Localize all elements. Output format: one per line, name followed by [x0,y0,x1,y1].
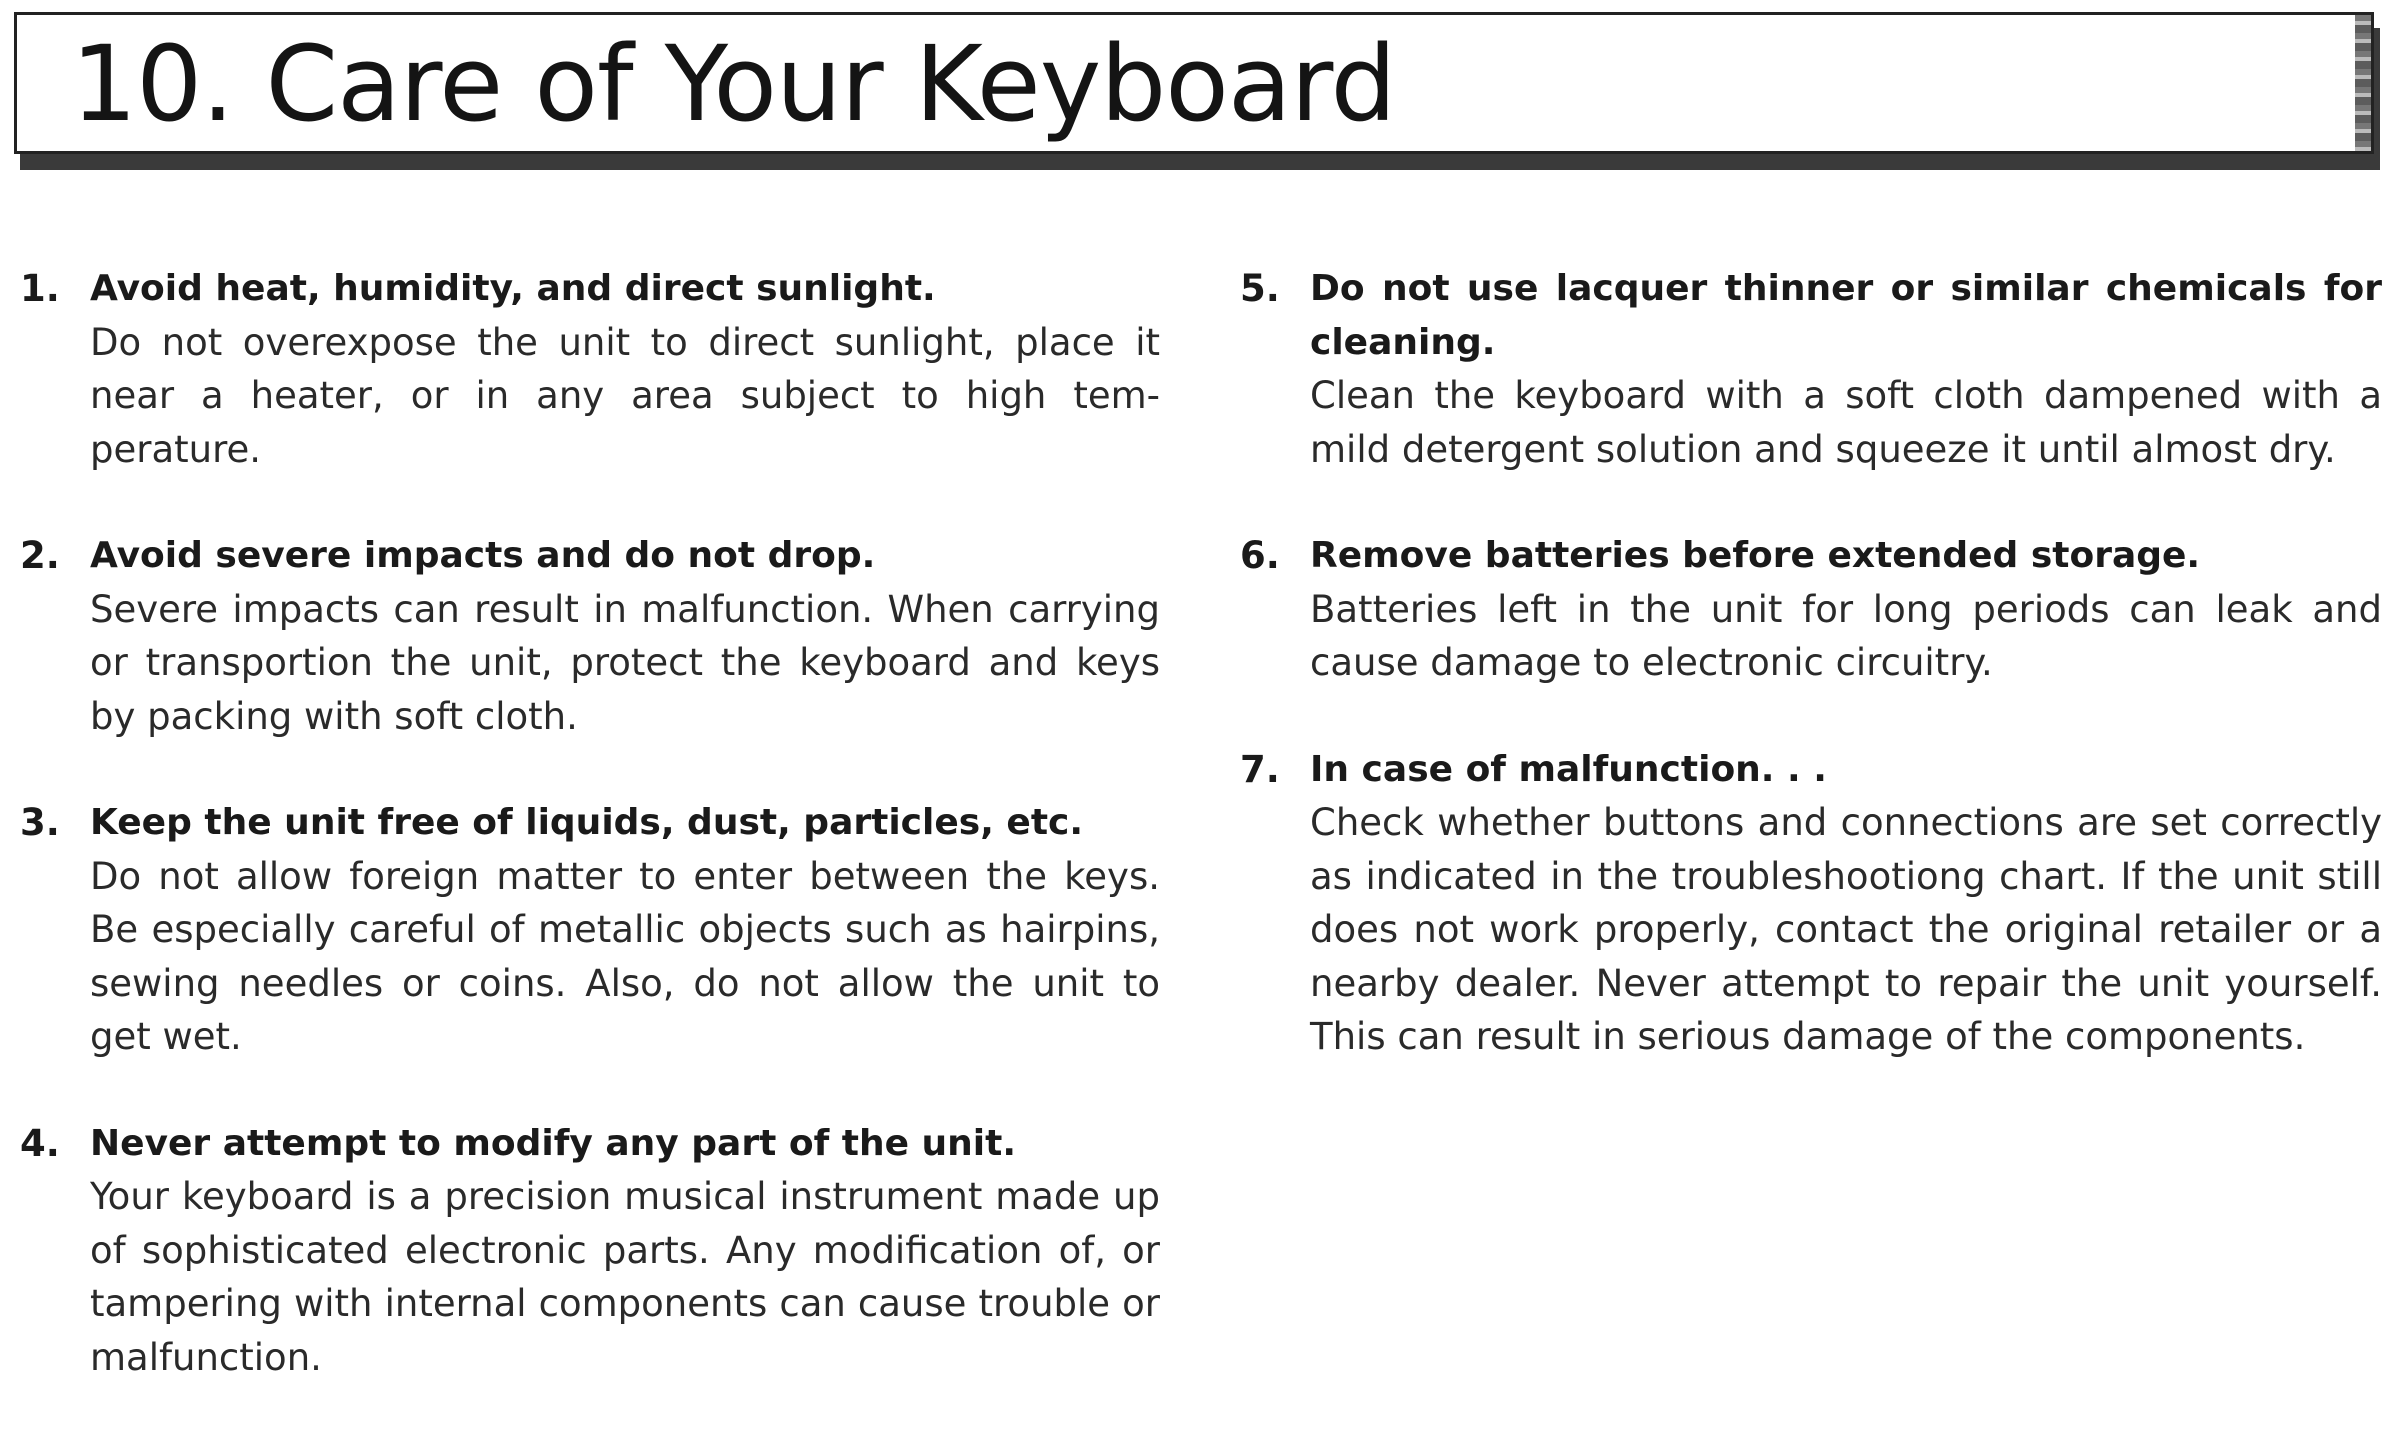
title-box-edge [2355,15,2371,151]
care-item-2 [20,529,1160,743]
item-body: Do not allow foreign matter to enter between the keys. Be especially careful of metallic objects such as hairpins, sewing needles or coins. Also, do not allow the unit to get wet. [90,854,1160,1058]
care-item-6 [1240,529,2382,690]
item-number: 2. [20,534,60,577]
care-item-4 [20,1117,1160,1385]
right-column [1240,262,2382,1117]
item-body: Your keyboard is a precision musical instrument made up of sophisticated electronic parts. Any modification of, or tampering with internal components can cause trouble or malfunction. [90,1175,1160,1379]
care-item-5 [1240,262,2382,476]
item-heading: Keep the unit free of liquids, dust, particles, etc. [90,802,1084,843]
item-heading: Do not use lacquer thinner or similar chemicals for cleaning. [1310,268,2382,363]
item-number: 1. [20,267,60,310]
item-heading: Avoid heat, humidity, and direct sunlight. [90,268,936,309]
page-title: 10. Care of Your Keyboard [71,23,1396,145]
item-heading: Remove batteries before extended storage. [1310,535,2201,576]
item-number: 6. [1240,534,1280,577]
item-body: Batteries left in the unit for long periods can leak and cause damage to electronic circuitry. [1310,587,2382,684]
care-item-1 [20,262,1160,476]
left-column [20,262,1160,1437]
item-number: 3. [20,801,60,844]
care-item-3 [20,796,1160,1064]
item-body: Do not overexpose the unit to direct sunlight, place it near a heater, or in any area subject to high temperature. [90,320,1160,471]
item-heading: Never attempt to modify any part of the unit. [90,1122,1017,1164]
item-number: 7. [1240,747,1280,791]
item-number: 5. [1240,267,1280,310]
item-number: 4. [20,1121,60,1165]
care-item-7 [1240,743,2382,1064]
item-body: Clean the keyboard with a soft cloth dampened with a mild detergent solution and squeeze it until almost dry. [1310,374,2382,471]
item-heading: In case of malfunction. . . [1310,748,1827,790]
item-body: Check whether buttons and connections are set correctly as indicated in the troubleshootiong chart. If the unit still does not work properly, contact the original retailer or a nearby dealer. Never attempt to repair the unit yourself. This can result in serious damage of the components. [1310,801,2382,1058]
item-body: Severe impacts can result in malfunction. When carrying or transportion the unit, protect the keyboard and keys by packing with soft cloth. [90,587,1160,738]
item-heading: Avoid severe impacts and do not drop. [90,535,876,576]
title-box [14,12,2374,154]
